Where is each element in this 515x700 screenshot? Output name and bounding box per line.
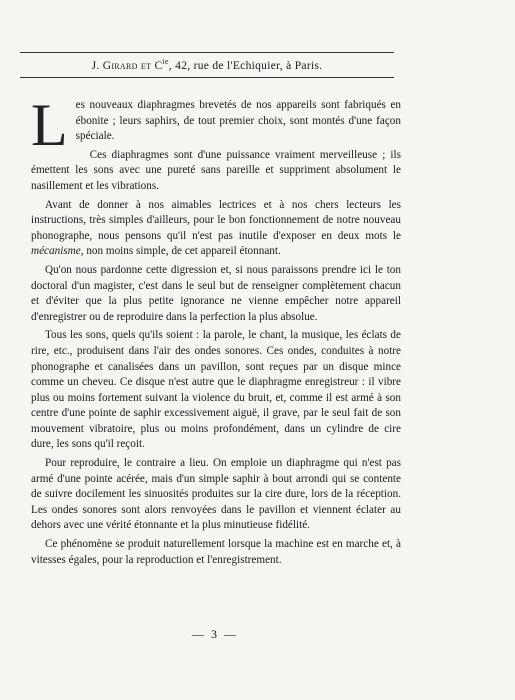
- paragraph-3-a: Avant de donner à nos aimables lectrices et à nos chers lecteurs les instructions, très simples d'ailleurs, pour le bon fonctionnement de notre nouveau phonographe, nous pensons qu'il n'est pas inutile d'exposer en deux mots le: [31, 198, 401, 242]
- page-number: — 3 —: [192, 627, 238, 641]
- paragraph-3-emphasis: mécanisme: [31, 245, 81, 258]
- header-publisher-sup: ie: [162, 57, 169, 66]
- body-text: [31, 92, 401, 571]
- paragraph-6: Pour reproduire, le contraire a lieu. On emploie un diaphragme qui n'est pas armé d'une pointe acérée, mais d'un simple saphir à bout arrondi qui se contente de suivre docilement les sinuosités produites sur la cire dure, lors de la réception. Les ondes sonores sont alors renvoyées dans le pavillon et viennent éclater au dehors avec une vérité étonnante et la plus minutieuse fidélité.: [31, 457, 401, 532]
- paragraph-7: Ce phénomène se produit naturellement lorsque la machine est en marche et, à vitesses égales, pour la reproduction et l'enregistrement.: [31, 538, 401, 566]
- paragraph-4: Qu'on nous pardonne cette digression et, si nous paraissons prendre ici le ton doctoral d'un magister, c'est dans le seul but de renseigner complètement chacun et d'éviter que la plus petite ignorance ne vienne empêcher notre appareil d'enregistrer ou de reproduire dans la perfection la plus absolue.: [31, 263, 401, 323]
- paragraph-5: Tous les sons, quels qu'ils soient : la parole, le chant, la musique, les éclats de rire, etc., produisent dans l'air des ondes sonores. Ces ondes, conduites à notre phonographe et canalisées dans un pavillon, sont reçues par un disque mince comme un cheveu. Ce disque n'est autre que le diaphragme enregistreur : il vibre plus ou moins fortement suivant la violence du bruit, et, comme il est armé à son centre d'une pointe de saphir excessivement aiguë, il grave, par le seul fait de son mouvement vibratoire, plus ou moins profondément, dans un cylindre de cire dure, les sons qu'il reçoit.: [31, 329, 401, 451]
- paragraph-1: es nouveaux diaphragmes brevetés de nos appareils sont fabriqués en ébonite ; leurs saphirs, de tout premier choix, sont montés d'une façon spéciale.: [75, 99, 401, 143]
- paragraph-2: Ces diaphragmes sont d'une puissance vraiment merveilleuse ; ils émettent les sons avec une pureté sans pareille et suppriment absolument le nasillement et les vibrations.: [31, 148, 401, 192]
- header-address: , 42, rue de l'Echiquier, à Paris.: [168, 59, 323, 72]
- header-rule-bottom: [20, 77, 394, 78]
- running-header: [20, 57, 394, 72]
- header-rule-top: [20, 52, 394, 53]
- drop-cap: L: [31, 92, 68, 158]
- header-publisher: J. Girard et C: [91, 59, 163, 72]
- paragraph-3: [31, 198, 401, 260]
- paragraph-3-b: , non moins simple, de cet appareil étonnant.: [80, 245, 281, 258]
